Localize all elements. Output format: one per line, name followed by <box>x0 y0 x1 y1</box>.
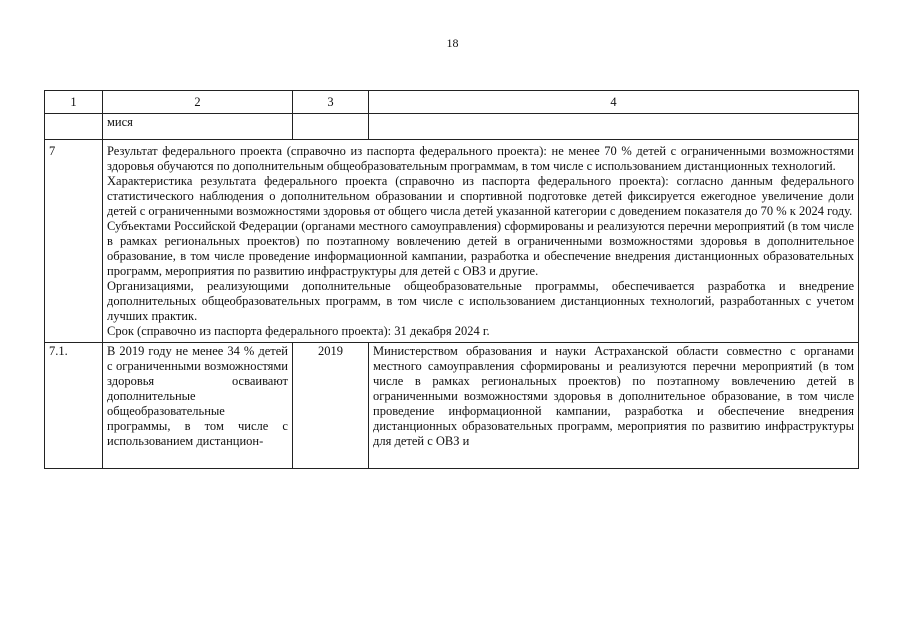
header-col-1: 1 <box>45 91 103 114</box>
row7-paragraph-deadline: Срок (справочно из паспорта федерального проекта): 31 декабря 2024 г. <box>107 324 490 338</box>
row71-measures: Министерством образования и науки Астраханской области совместно с органами местного самоуправления сформированы и реализуются перечни мероприятий (в том числе в рамках региональных проектов) по поэтапному вовлечению детей в ограниченными возможностями здоровья в дополнительное образование, в том числе проведение информационной кампании, разработка и обеспечение внедрения дистанционных образовательных программ, мероприятия по развитию инфраструктуры для детей с ОВЗ и <box>369 343 859 469</box>
row71-number: 7.1. <box>45 343 103 469</box>
page-number: 18 <box>446 36 459 50</box>
header-col-2: 2 <box>103 91 293 114</box>
continuation-col-1 <box>45 114 103 140</box>
continuation-col-2: мися <box>103 114 293 140</box>
row71-description: В 2019 году не менее 34 % детей с ограниченными возможностями здоровья осваивают дополнительные общеобразовательные программы, в том числе с использованием дистанцион- <box>103 343 293 469</box>
continuation-col-3 <box>293 114 369 140</box>
document-table <box>44 90 859 469</box>
row7-paragraph-result: Результат федерального проекта (справочно из паспорта федерального проекта): не менее 70 % детей с ограниченными возможностями здоровья обучаются по дополнительным общеобразовательным программам, в том числе с использованием дистанционных технологий. <box>107 144 854 173</box>
row7-content <box>103 140 859 343</box>
header-col-3: 3 <box>293 91 369 114</box>
row7-paragraph-subjects: Субъектами Российской Федерации (органами местного самоуправления) сформированы и реализуются перечни мероприятий (в том числе в рамках региональных проектов) по поэтапному вовлечению детей в ограниченными возможностями здоровья в дополнительное образование, в том числе проведение информационной кампании, разработка и обеспечение внедрения дистанционных образовательных программ, мероприятия по развитию инфраструктуры для детей с ОВЗ и другие. <box>107 219 854 278</box>
continuation-row <box>45 114 859 140</box>
table-header-row <box>45 91 859 114</box>
continuation-col-4 <box>369 114 859 140</box>
table-row-7 <box>45 140 859 343</box>
row7-paragraph-organizations: Организациями, реализующими дополнительные общеобразовательные программы, обеспечивается разработка и внедрение дополнительных общеобразовательных программ, в том числе с использованием дистанционных технологий, разработанных с учетом лучших практик. <box>107 279 854 323</box>
row71-year: 2019 <box>293 343 369 469</box>
header-col-4: 4 <box>369 91 859 114</box>
table-row-7-1 <box>45 343 859 469</box>
row7-paragraph-characteristic: Характеристика результата федерального проекта (справочно из паспорта федерального проекта): согласно данным федерального статистического наблюдения о дополнительном образовании и спортивной подготовке детей фиксируется ежегодное увеличение доли детей с ограниченными возможностями здоровья от общего числа детей указанной категории с доведением показателя до 70 % к 2024 году. <box>107 174 854 218</box>
row7-number: 7 <box>45 140 103 343</box>
